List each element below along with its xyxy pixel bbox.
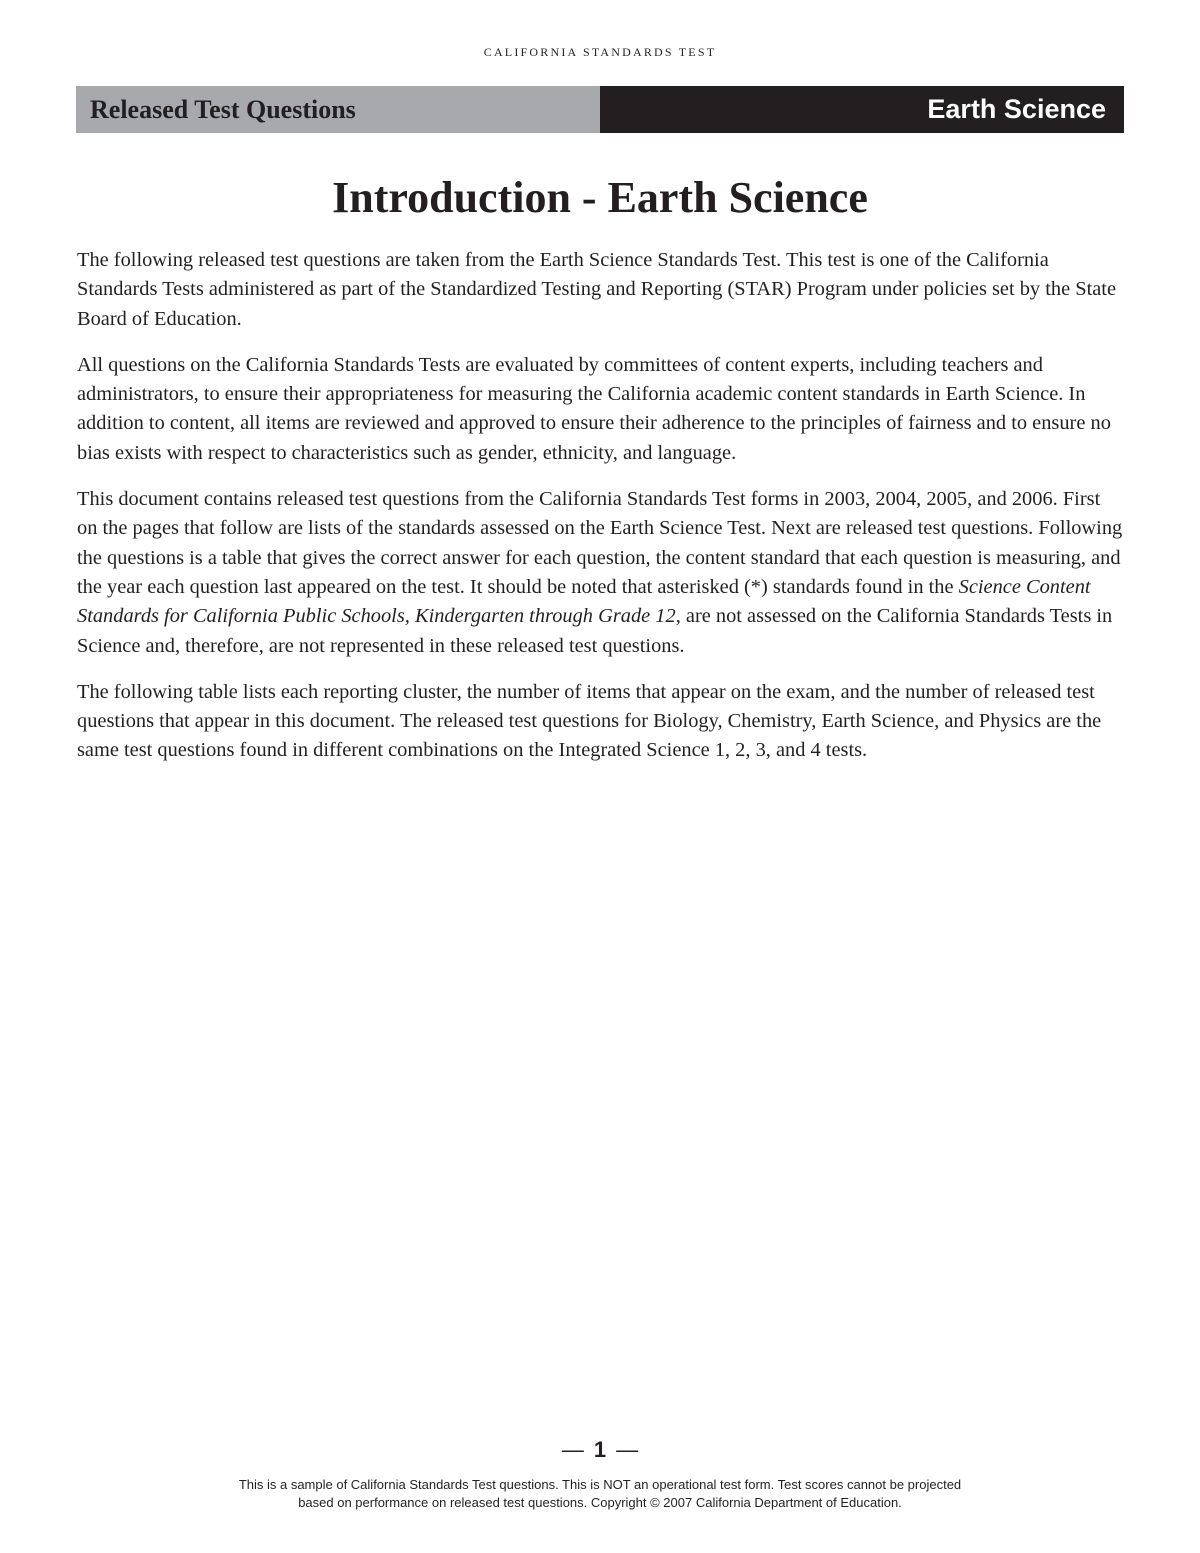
paragraph-document-contents <box>77 485 1125 661</box>
page-number <box>0 1437 1200 1463</box>
standards-document-title: Science Content Standards for California Public Schools, Kindergarten through Grade 12 <box>77 575 1091 628</box>
paragraph-intro: The following released test questions are taken from the Earth Science Standards Test. This test is one of the California Standards Tests administered as part of the Standardized Testing and Reporting (STAR) Program under policies set by the State Board of Education. <box>77 249 1116 330</box>
footer-line: based on performance on released test questions. Copyright © 2007 California Department of Education. <box>298 1495 902 1510</box>
paragraph-text: , are not assessed on the California Standards Tests in Science and, therefore, are not represented in these released test questions. <box>77 605 1113 657</box>
paragraph-evaluation: All questions on the California Standards Tests are evaluated by committees of content experts, including teachers and administrators, to ensure their appropriateness for measuring the California academic content standards in Earth Science. In addition to content, all items are reviewed and approved to ensure their adherence to the principles of fairness and to ensure no bias exists with respect to characteristics such as gender, ethnicity, and language. <box>77 353 1111 464</box>
body-text <box>77 246 1125 783</box>
page-number-value: 1 <box>593 1437 607 1462</box>
page-number-dash: — <box>561 1437 584 1462</box>
banner-label-subject: Earth Science <box>600 86 1124 133</box>
running-header: CALIFORNIA STANDARDS TEST <box>483 45 717 59</box>
copyright-footer <box>0 1476 1200 1512</box>
paragraph-text: This document contains released test questions from the California Standards Test forms in 2003, 2004, 2005, and 2006. First on the pages that follow are lists of the standards assessed on the Earth Science Test. Next are released test questions. Following the questions is a table that gives the correct answer for each question, the content standard that each question is measuring, and the year each question last appeared on the test. It should be noted that asterisked (*) standards found in the <box>77 488 1123 598</box>
section-banner <box>76 86 1124 133</box>
page-number-dash: — <box>616 1437 639 1462</box>
paragraph-table-intro: The following table lists each reporting cluster, the number of items that appear on the exam, and the number of released test questions that appear in this document. The released test questions for Biology, Chemistry, Earth Science, and Physics are the same test questions found in different combinations on the Integrated Science 1, 2, 3, and 4 tests. <box>77 680 1102 762</box>
page-title: Introduction - Earth Science <box>332 173 868 222</box>
footer-line: This is a sample of California Standards Test questions. This is NOT an operational test form. Test scores cannot be projected <box>238 1477 962 1492</box>
banner-label-released-questions: Released Test Questions <box>76 86 600 133</box>
